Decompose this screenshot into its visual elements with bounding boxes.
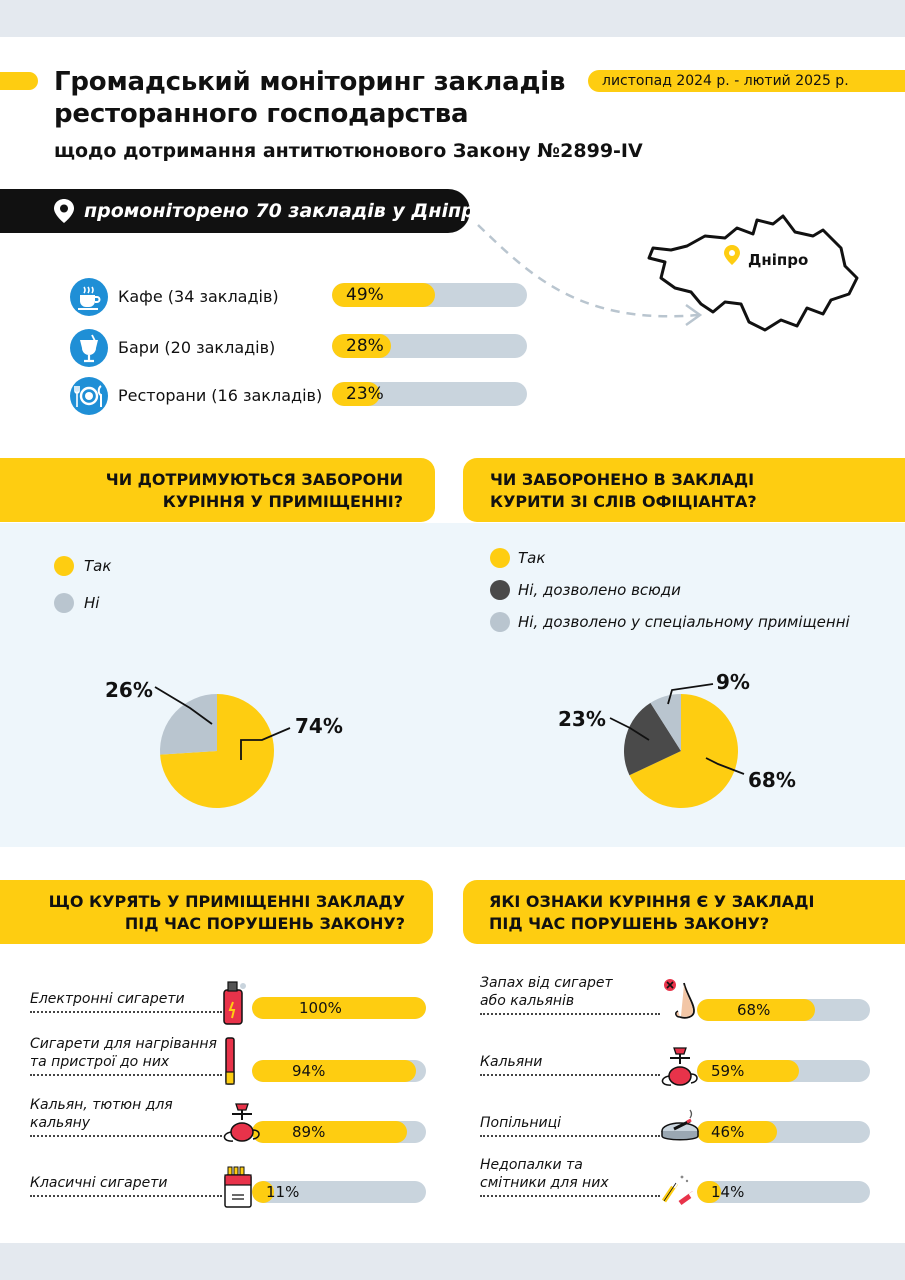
legend1-yes: Так bbox=[84, 557, 112, 575]
legend2-dot-everywhere bbox=[490, 580, 510, 600]
section1-header bbox=[0, 458, 435, 522]
establishment-bar-track bbox=[332, 334, 527, 358]
pie2-label-special: 9% bbox=[716, 670, 750, 694]
bar-category-line: Сигарети для нагрівання bbox=[30, 1036, 217, 1052]
bar-value: 59% bbox=[711, 1062, 745, 1080]
establishment-bar-track bbox=[332, 382, 527, 406]
bar-leader-dots bbox=[480, 1074, 660, 1076]
coffee-cup-icon bbox=[70, 278, 108, 316]
section3-title-line1: ЩО КУРЯТЬ У ПРИМІЩЕННІ ЗАКЛАДУ bbox=[48, 892, 405, 911]
cigarette-pack-icon bbox=[222, 1165, 254, 1213]
section2-title-line1: ЧИ ЗАБОРОНЕНО В ЗАКЛАДІ bbox=[490, 470, 755, 489]
bar-category-line: Попільниці bbox=[480, 1115, 562, 1131]
cocktail-glass-icon bbox=[70, 329, 108, 367]
ashtray-icon bbox=[660, 1109, 700, 1149]
establishment-label: Кафе (34 закладів) bbox=[118, 287, 279, 306]
section2-title-line2: КУРИТИ ЗІ СЛІВ ОФІЦІАНТА? bbox=[490, 492, 757, 511]
page-subtitle: щодо дотримання антитютюнового Закону №2899-IV bbox=[54, 140, 643, 162]
legend2-yes: Так bbox=[518, 549, 546, 567]
bar-category-line: Електронні сигарети bbox=[30, 991, 185, 1007]
section3-title-line2: ПІД ЧАС ПОРУШЕНЬ ЗАКОНУ? bbox=[124, 914, 405, 933]
monitored-text: промоніторено 70 закладів у Дніпрі bbox=[84, 200, 482, 222]
period-badge: листопад 2024 р. - лютий 2025 р. bbox=[588, 70, 905, 92]
section1-title-line2: КУРІННЯ У ПРИМІЩЕННІ? bbox=[162, 492, 403, 511]
bar-leader-dots bbox=[480, 1135, 660, 1137]
location-pin-icon bbox=[52, 198, 76, 224]
pie2-label-yes: 68% bbox=[748, 768, 796, 792]
bar-category-line: Класичні сигарети bbox=[30, 1175, 168, 1191]
bar-category-line: кальяну bbox=[30, 1115, 91, 1131]
bar-track bbox=[252, 997, 426, 1019]
bar-category-label bbox=[30, 990, 185, 1008]
bar-track bbox=[252, 1060, 426, 1082]
heated-tobacco-stick-icon bbox=[222, 1036, 238, 1090]
top-band bbox=[0, 0, 905, 37]
legend1-dot-yes bbox=[54, 556, 74, 576]
bar-leader-dots bbox=[30, 1074, 222, 1076]
bottom-band bbox=[0, 1243, 905, 1280]
hookah-icon bbox=[222, 1100, 262, 1148]
bar-category-label bbox=[30, 1096, 173, 1132]
nose-smell-icon bbox=[660, 977, 704, 1027]
bar-leader-dots bbox=[480, 1013, 660, 1015]
bar-category-label bbox=[480, 1114, 561, 1132]
bar-category-label bbox=[30, 1035, 217, 1071]
bar-category-line: Запах від сигарет bbox=[480, 975, 613, 991]
bar-track bbox=[697, 1060, 870, 1082]
bar-category-line: або кальянів bbox=[480, 993, 575, 1009]
establishment-bar-value: 49% bbox=[346, 285, 384, 305]
legend1-dot-no bbox=[54, 593, 74, 613]
bar-value: 68% bbox=[737, 1001, 771, 1019]
bar-fill bbox=[252, 1121, 407, 1143]
page-title-line1: Громадський моніторинг закладів bbox=[54, 67, 566, 97]
bar-leader-dots bbox=[30, 1135, 222, 1137]
bar-category-line: Кальян, тютюн для bbox=[30, 1097, 173, 1113]
bar-track bbox=[252, 1181, 426, 1203]
bar-value: 100% bbox=[299, 999, 342, 1017]
bar-leader-dots bbox=[480, 1195, 660, 1197]
pie1-label-no: 26% bbox=[105, 678, 153, 702]
pies-svg bbox=[0, 640, 905, 840]
vape-icon bbox=[222, 980, 248, 1030]
bar-value: 94% bbox=[292, 1062, 326, 1080]
monitored-banner bbox=[0, 189, 482, 233]
bar-category-line: та пристрої до них bbox=[30, 1054, 170, 1070]
bar-category-label bbox=[480, 1156, 609, 1192]
bar-value: 14% bbox=[711, 1183, 745, 1201]
pie1-label-yes: 74% bbox=[295, 714, 343, 738]
dnipro-region-map bbox=[645, 208, 860, 336]
bar-track bbox=[252, 1121, 426, 1143]
bar-track bbox=[697, 999, 870, 1021]
section2-header bbox=[463, 458, 905, 522]
map-city-label: Дніпро bbox=[748, 251, 809, 269]
bar-category-label bbox=[480, 1053, 542, 1071]
establishment-bar-value: 28% bbox=[346, 336, 384, 356]
establishment-bar-value: 23% bbox=[346, 384, 384, 404]
legend2-everywhere: Ні, дозволено всюди bbox=[518, 581, 681, 599]
bar-value: 89% bbox=[292, 1123, 326, 1141]
legend1-no: Ні bbox=[84, 594, 100, 612]
legend2-special-room: Ні, дозволено у спеціальному приміщенні bbox=[518, 613, 850, 631]
bar-leader-dots bbox=[30, 1011, 222, 1013]
title-accent-bar bbox=[0, 72, 38, 90]
bar-fill bbox=[252, 1060, 416, 1082]
bar-category-line: Недопалки та bbox=[480, 1157, 583, 1173]
hookah-icon bbox=[660, 1044, 700, 1092]
bar-category-label bbox=[30, 1174, 168, 1192]
bar-leader-dots bbox=[30, 1195, 222, 1197]
section1-title-line1: ЧИ ДОТРИМУЮТЬСЯ ЗАБОРОНИ bbox=[105, 470, 403, 489]
cigarette-butts-icon bbox=[660, 1171, 700, 1211]
legend2-dot-special-room bbox=[490, 612, 510, 632]
bar-value: 11% bbox=[266, 1183, 300, 1201]
legend2-dot-yes bbox=[490, 548, 510, 568]
bar-track bbox=[697, 1121, 870, 1143]
bar-category-line: смітники для них bbox=[480, 1175, 609, 1191]
establishment-bar-track bbox=[332, 283, 527, 307]
establishment-label: Бари (20 закладів) bbox=[118, 338, 276, 357]
section4-header bbox=[463, 880, 905, 944]
bar-category-line: Кальяни bbox=[480, 1054, 543, 1070]
establishment-label: Ресторани (16 закладів) bbox=[118, 386, 323, 405]
bar-category-label bbox=[480, 974, 613, 1010]
pie1-slice-no bbox=[160, 694, 217, 755]
section4-title-line2: ПІД ЧАС ПОРУШЕНЬ ЗАКОНУ? bbox=[489, 914, 770, 933]
bar-track bbox=[697, 1181, 870, 1203]
section3-header bbox=[0, 880, 433, 944]
bar-value: 46% bbox=[711, 1123, 745, 1141]
pie2-label-everywhere: 23% bbox=[558, 707, 606, 731]
plate-cutlery-icon bbox=[70, 377, 108, 415]
section4-title-line1: ЯКІ ОЗНАКИ КУРІННЯ Є У ЗАКЛАДІ bbox=[489, 892, 815, 911]
page-title-line2: ресторанного господарства bbox=[54, 99, 469, 129]
